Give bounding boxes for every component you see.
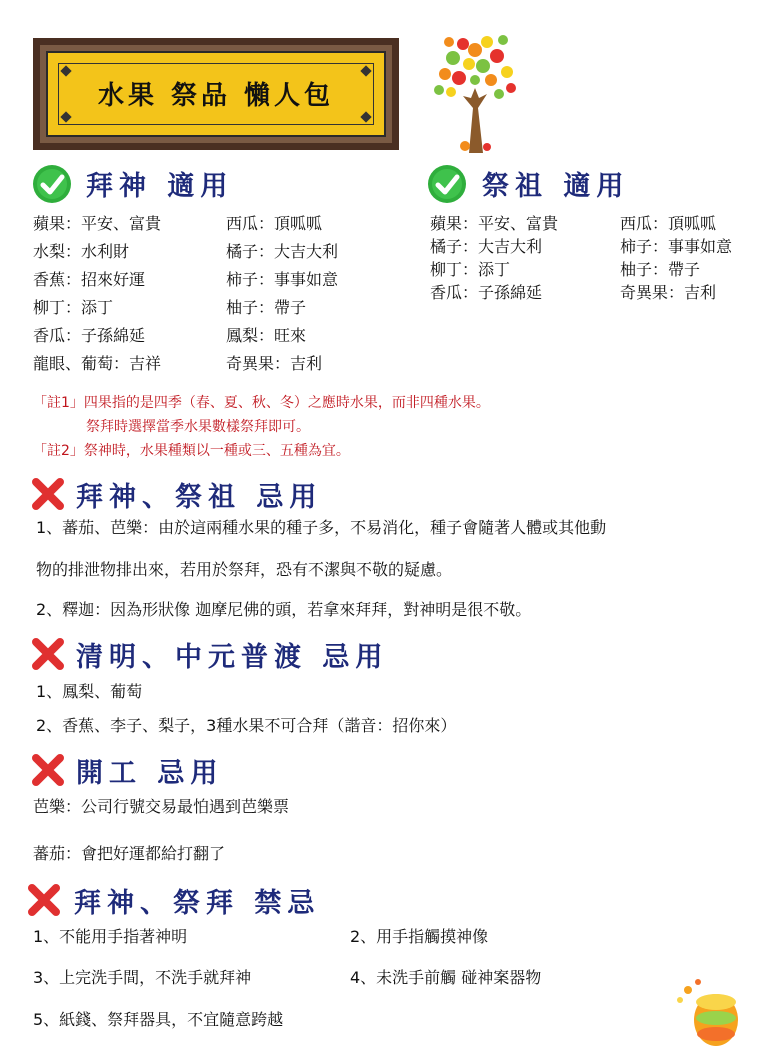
cross-icon <box>26 882 62 918</box>
taboo-line: 物的排泄物排出來，若用於祭拜，恐有不潔與不敬的疑慮。 <box>36 560 453 579</box>
list-item: 香瓜：子孫綿延 <box>33 326 146 345</box>
page-title: 水果 祭品 懶人包 <box>97 81 335 111</box>
cross-icon <box>30 752 66 788</box>
taboo-line: 1、蕃茄、芭樂：由於這兩種水果的種子多，不易消化，種子會隨著人體或其他動 <box>36 518 607 537</box>
fruit-splash-icon <box>668 972 754 1052</box>
forbidden-item: 1、不能用手指著神明 <box>33 927 188 946</box>
list-item: 西瓜：頂呱呱 <box>620 214 717 233</box>
taboo-opening-heading: 開工 忌用 <box>76 758 224 789</box>
forbidden-item: 2、用手指觸摸神像 <box>350 927 489 946</box>
list-item: 香蕉：招來好運 <box>33 270 146 289</box>
list-item: 鳳梨：旺來 <box>226 326 307 345</box>
taboo-line: 芭樂：公司行號交易最怕遇到芭樂票 <box>33 797 290 816</box>
check-icon <box>427 164 467 204</box>
list-item: 柚子：帶子 <box>226 298 307 317</box>
list-item: 水梨：水利財 <box>33 242 130 261</box>
list-item: 奇異果：吉利 <box>226 354 323 373</box>
note-1-continued: 祭拜時選擇當季水果數樣祭拜即可。 <box>86 419 310 435</box>
list-item: 奇異果：吉利 <box>620 283 717 302</box>
list-item: 橘子：大吉大利 <box>430 237 543 256</box>
note-2: 「註2」祭神時，水果種類以一種或三、五種為宜。 <box>33 443 350 459</box>
taboo-line: 蕃茄：會把好運都給打翻了 <box>33 844 226 863</box>
plaque-gold-panel <box>46 51 386 137</box>
cross-icon <box>30 636 66 672</box>
forbidden-item: 4、未洗手前觸 碰神案器物 <box>350 968 542 987</box>
list-item: 柳丁：添丁 <box>430 260 511 279</box>
taboo-line: 2、香蕉、李子、梨子，3種水果不可合拜（諧音：招你來） <box>36 716 457 735</box>
check-icon <box>32 164 72 204</box>
list-item: 柚子：帶子 <box>620 260 701 279</box>
ancestor-suitable-col1 <box>430 214 558 303</box>
list-item: 龍眼、葡萄：吉祥 <box>33 354 162 373</box>
ancestor-suitable-col2 <box>620 214 732 303</box>
list-item: 西瓜：頂呱呱 <box>226 214 323 233</box>
taboo-worship-ancestor-heading: 拜神、祭祖 忌用 <box>76 482 323 513</box>
forbidden-heading: 拜神、祭拜 禁忌 <box>74 888 321 919</box>
worship-suitable-col2 <box>226 214 338 374</box>
cross-icon <box>30 476 66 512</box>
list-item: 柿子：事事如意 <box>620 237 733 256</box>
forbidden-item: 3、上完洗手間，不洗手就拜神 <box>33 968 252 987</box>
taboo-qingming-heading: 清明、中元普渡 忌用 <box>76 642 389 673</box>
worship-suitable-col1 <box>33 214 161 374</box>
taboo-line: 2、釋迦：因為形狀像 迦摩尼佛的頭，若拿來拜拜，對神明是很不敬。 <box>36 600 532 619</box>
list-item: 柳丁：添丁 <box>33 298 114 317</box>
plaque-frame <box>40 45 392 143</box>
list-item: 蘋果：平安、富貴 <box>430 214 559 233</box>
forbidden-item: 5、紙錢、祭拜器具，不宜隨意跨越 <box>33 1010 284 1029</box>
list-item: 橘子：大吉大利 <box>226 242 339 261</box>
list-item: 蘋果：平安、富貴 <box>33 214 162 233</box>
list-item: 香瓜：子孫綿延 <box>430 283 543 302</box>
ancestor-suitable-heading: 祭祖 適用 <box>482 171 630 202</box>
taboo-line: 1、鳳梨、葡萄 <box>36 682 143 701</box>
note-1: 「註1」四果指的是四季（春、夏、秋、冬）之應時水果，而非四種水果。 <box>33 395 490 411</box>
title-plaque <box>33 38 399 150</box>
worship-suitable-heading: 拜神 適用 <box>86 171 234 202</box>
list-item: 柿子：事事如意 <box>226 270 339 289</box>
fruit-tree-icon <box>425 28 525 153</box>
